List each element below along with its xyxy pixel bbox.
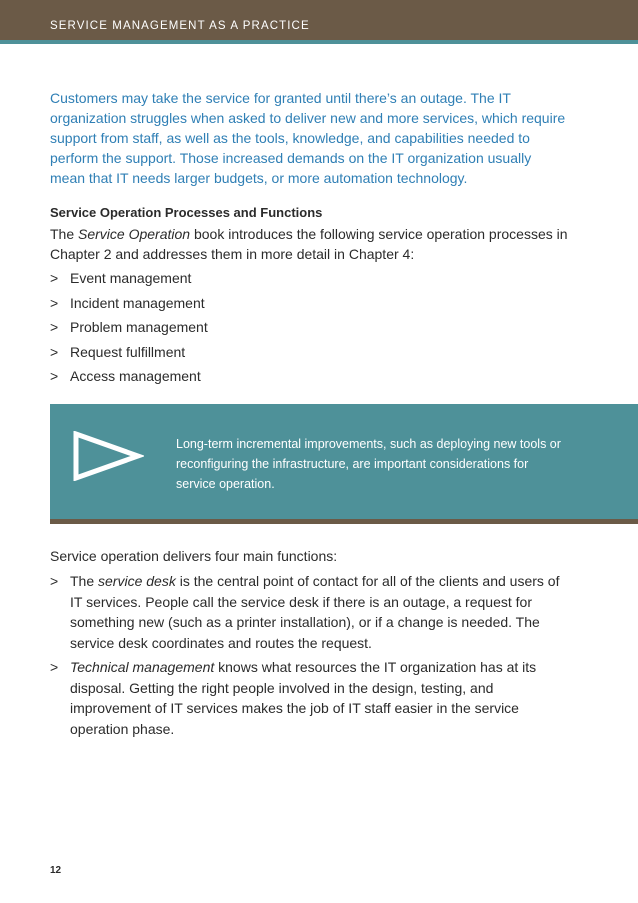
item-description: is the central point of contact for all of the clients and users of IT services. People call the service desk if there is an outage, a request for something new (such as a printer installation), or if a change is needed. The service desk coordinates and routes the request.: [70, 573, 560, 651]
callout-bottom-rule: [50, 519, 638, 524]
intro-paragraph: Customers may take the service for granted until there’s an outage. The IT organization struggles when asked to deliver new and more services, which require support from staff, as well as the tools, knowledge, and capabilities needed to perform the support. Those increased demands on the IT organization usually mean that IT needs larger budgets, or more automation technology.: [50, 90, 566, 186]
process-label: Request fulfillment: [70, 343, 186, 360]
function-term: service desk: [98, 573, 176, 589]
section-heading: Service Operation Processes and Functions: [50, 205, 323, 220]
function-list: [50, 571, 570, 743]
bullet-marker: >: [50, 368, 59, 384]
list-item: [50, 342, 208, 367]
bullet-marker: >: [50, 573, 59, 589]
list-item: [50, 571, 570, 653]
callout-text: Long-term incremental improvements, such as deploying new tools or reconfiguring the infrastructure, are important considerations for service operation.: [176, 437, 561, 491]
list-item: [50, 366, 208, 391]
book-title: Service Operation: [78, 226, 191, 242]
running-header-title: SERVICE MANAGEMENT AS A PRACTICE: [50, 20, 310, 32]
play-triangle-icon: [72, 431, 144, 481]
process-list: [50, 268, 208, 391]
functions-intro: Service operation delivers four main functions:: [50, 548, 338, 564]
process-label: Incident management: [70, 294, 205, 311]
process-label: Problem management: [70, 319, 208, 335]
process-label: Access management: [70, 368, 201, 384]
bullet-marker: >: [50, 270, 59, 286]
list-item: [50, 657, 570, 739]
list-item: [50, 293, 208, 318]
process-label: Event management: [70, 270, 192, 286]
processes-intro-paragraph: [50, 224, 570, 264]
header-accent-rule: [0, 40, 638, 44]
item-description: knows what resources the IT organization has at its disposal. Getting the right people involved in the design, testing, and improvement of IT services makes the job of IT staff easier in the service operation phase.: [70, 659, 537, 737]
para-lead: The: [50, 226, 79, 242]
para-rest: book introduces the following service operation processes in Chapter 2 and addresses them in more detail in Chapter 4:: [50, 226, 568, 262]
function-term: Technical management: [70, 659, 215, 675]
bullet-marker: >: [50, 294, 59, 311]
page-number: 12: [50, 865, 62, 876]
bullet-marker: >: [50, 343, 59, 360]
list-item: [50, 268, 208, 293]
bullet-marker: >: [50, 319, 59, 335]
bullet-marker: >: [50, 659, 59, 675]
item-lead: The: [70, 573, 99, 589]
list-item: [50, 317, 208, 342]
